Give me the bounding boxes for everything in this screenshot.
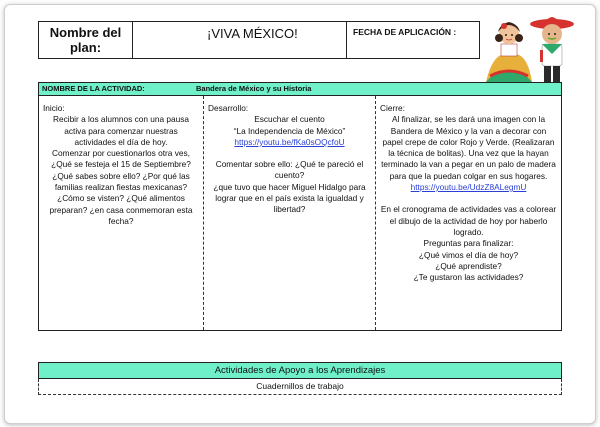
activity-name-label: NOMBRE DE LA ACTIVIDAD: <box>42 84 145 93</box>
application-date-label: FECHA DE APLICACIÓN : <box>353 27 457 37</box>
cierre-question-1: ¿Qué vimos el día de hoy? <box>418 249 519 260</box>
cierre-title: Cierre: <box>380 103 405 113</box>
support-activities-title: Actividades de Apoyo a los Aprendizajes <box>38 362 562 379</box>
mexican-children-illustration <box>482 10 576 86</box>
inicio-title: Inicio: <box>43 103 65 113</box>
plan-title: ¡VIVA MÉXICO! <box>133 22 347 58</box>
cierre-column <box>376 96 561 330</box>
activity-name-row <box>38 82 562 96</box>
desarrollo-column <box>204 96 376 330</box>
desarrollo-paragraph-4: ¿que tuvo que hacer Miguel Hidalgo para lograr que en el país exista la igualdad y libertad? <box>213 181 366 215</box>
desarrollo-video-link[interactable]: https://youtu.be/fKa0sOQcfoU <box>234 136 345 147</box>
inicio-paragraph-1: Recibir a los alumnos con una pausa activa para comenzar nuestras actividades el día de hoy. <box>52 114 190 147</box>
cierre-paragraph-2: En el cronograma de actividades vas a colorear el dibujo de la actividad de hoy por haberlo logrado. <box>380 204 557 237</box>
desarrollo-paragraph-1: Escuchar el cuento <box>254 114 325 125</box>
plan-name-label: Nombre del plan: <box>39 22 133 58</box>
activity-columns <box>38 96 562 331</box>
cierre-question-3: ¿Te gustaron las actividades? <box>413 272 524 283</box>
cierre-paragraph-1: Al finalizar, se les dará una imagen con la Bandera de México y la van a decorar con papel crepe de color Rojo y Verde. (Realizaran la técnica de bolitas). Una vez que la hayan terminado la van a pegar en un palo de madera para que la puedan colgar en sus hogares. <box>381 114 556 181</box>
cierre-video-link[interactable]: https://youtu.be/UdzZ8ALegmU <box>410 182 527 193</box>
activity-name: Bandera de México y su Historia <box>196 84 312 93</box>
desarrollo-paragraph-3: Comentar sobre ello: ¿Qué te pareció el cuento? <box>215 159 364 181</box>
inicio-column <box>39 96 204 330</box>
cierre-questions-intro: Preguntas para finalizar: <box>423 238 514 249</box>
desarrollo-title: Desarrollo: <box>208 103 249 113</box>
plan-header-table <box>38 21 480 59</box>
cierre-question-2: ¿Qué aprendiste? <box>435 260 502 271</box>
support-activities-item: Cuadernillos de trabajo <box>38 379 562 395</box>
inicio-paragraph-2: Comenzar por cuestionarlos otra ves, ¿Qué se festeja el 15 de Septiembre? ¿Qué sabes sobre ello? ¿Por qué las familias realizan fiestas mexicanas? ¿Cómo se visten? ¿Qué alimentos preparan? ¿en casa conmemoran esta fecha? <box>49 148 193 226</box>
desarrollo-story-title: “La Independencia de México” <box>233 125 346 136</box>
